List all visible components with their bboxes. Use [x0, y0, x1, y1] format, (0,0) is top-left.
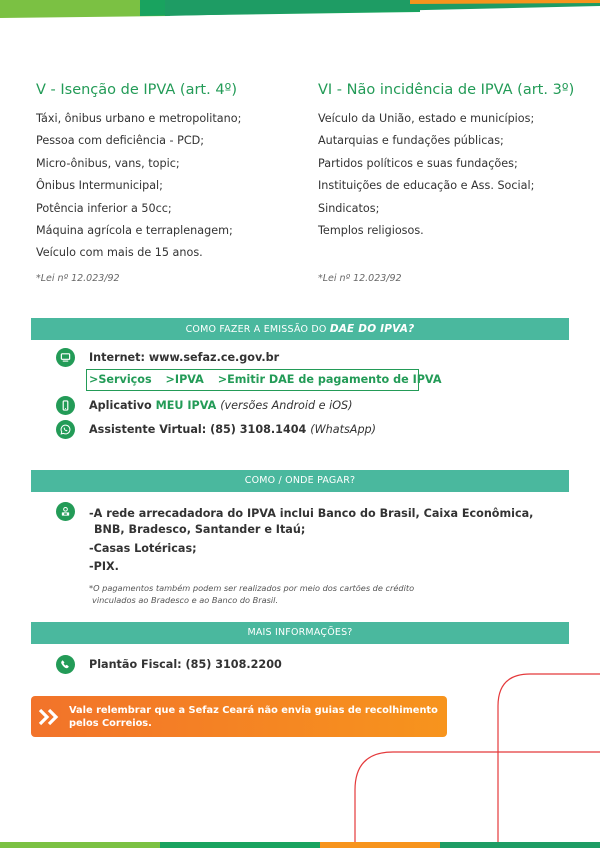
- top-color-bar: [0, 0, 600, 18]
- path-ipva[interactable]: >IPVA: [165, 373, 204, 386]
- isencao-section: [36, 82, 306, 284]
- app-row: [56, 395, 352, 415]
- app-name: MEU IPVA: [155, 398, 217, 412]
- whatsapp-icon: [56, 420, 75, 439]
- pagamento-heading: COMO / ONDE PAGAR?: [31, 470, 569, 492]
- list-item: Veículo com mais de 15 anos.: [36, 246, 203, 260]
- bottom-color-bar: [0, 842, 600, 848]
- internet-text[interactable]: Internet: www.sefaz.ce.gov.br: [89, 350, 280, 364]
- list-item: Sindicatos;: [318, 201, 380, 215]
- app-suffix: (versões Android e iOS): [220, 398, 353, 412]
- pagamento-line-4: -PIX.: [89, 560, 119, 573]
- pagamento-note-line-2: vinculados ao Bradesco e ao Banco do Brasil.: [92, 595, 279, 605]
- phone-icon: [56, 655, 75, 674]
- list-item: Pessoa com deficiência - PCD;: [36, 134, 205, 148]
- isencao-list: [36, 112, 306, 269]
- assistente-suffix: (WhatsApp): [310, 422, 377, 436]
- nao-incidencia-title: VI - Não incidência de IPVA (art. 3º): [318, 82, 575, 98]
- pagamento-line-2: BNB, Bradesco, Santander e Itaú;: [94, 523, 306, 536]
- computer-icon: [56, 348, 75, 367]
- list-item: Instituições de educação e Ass. Social;: [318, 179, 535, 193]
- pagamento-icon-row: [56, 501, 75, 521]
- nao-incidencia-section: [318, 82, 588, 284]
- app-text: [89, 399, 352, 412]
- emissao-heading-emphasis: DAE DO IPVA?: [329, 323, 415, 335]
- list-item: Ônibus Intermunicipal;: [36, 179, 163, 193]
- path-servicos[interactable]: >Serviços: [89, 373, 152, 386]
- double-chevron-icon: [37, 708, 61, 726]
- nao-incidencia-law-note: *Lei nº 12.023/92: [318, 272, 402, 284]
- list-item: Máquina agrícola e terraplenagem;: [36, 223, 233, 237]
- list-item: Autarquias e fundações públicas;: [318, 134, 504, 148]
- correios-alert: [31, 696, 447, 737]
- alert-text: Vale relembrar que a Sefaz Ceará não envia guias de recolhimento pelos Correios.: [69, 704, 438, 729]
- smartphone-icon: [56, 396, 75, 415]
- emissao-heading: [31, 318, 569, 340]
- app-prefix: Aplicativo: [89, 398, 152, 412]
- list-item: Micro-ônibus, vans, topic;: [36, 156, 180, 170]
- list-item: Templos religiosos.: [318, 223, 424, 237]
- list-item: Veículo da União, estado e municípios;: [318, 112, 535, 125]
- assistente-text: [89, 423, 376, 436]
- plantao-fiscal-text[interactable]: Plantão Fiscal: (85) 3108.2200: [89, 657, 282, 671]
- assistente-number[interactable]: Assistente Virtual: (85) 3108.1404: [89, 422, 307, 436]
- pagamento-line-3: -Casas Lotéricas;: [89, 542, 197, 555]
- pagamento-note: [89, 582, 414, 606]
- list-item: Potência inferior a 50cc;: [36, 201, 172, 215]
- list-item: Partidos políticos e suas fundações;: [318, 156, 518, 170]
- isencao-law-note: *Lei nº 12.023/92: [36, 272, 120, 284]
- path-emitir-dae[interactable]: >Emitir DAE de pagamento de IPVA: [217, 373, 442, 386]
- informacoes-row: [56, 654, 282, 674]
- list-item: Táxi, ônibus urbano e metropolitano;: [36, 112, 242, 125]
- isencao-title: V - Isenção de IPVA (art. 4º): [36, 82, 238, 98]
- pagamento-note-line-1: *O pagamentos também podem ser realizados por meio dos cartões de crédito: [89, 583, 415, 593]
- bank-money-icon: [56, 502, 75, 521]
- informacoes-heading: MAIS INFORMAÇÕES?: [31, 622, 569, 644]
- internet-row: [56, 347, 279, 367]
- navigation-path-box: [86, 369, 442, 391]
- assistente-row: [56, 419, 376, 439]
- nao-incidencia-list: [318, 112, 588, 269]
- emissao-heading-prefix: COMO FAZER A EMISSÃO DO: [185, 324, 327, 335]
- pagamento-line-1: -A rede arrecadadora do IPVA inclui Banco do Brasil, Caixa Econômica,: [89, 507, 534, 520]
